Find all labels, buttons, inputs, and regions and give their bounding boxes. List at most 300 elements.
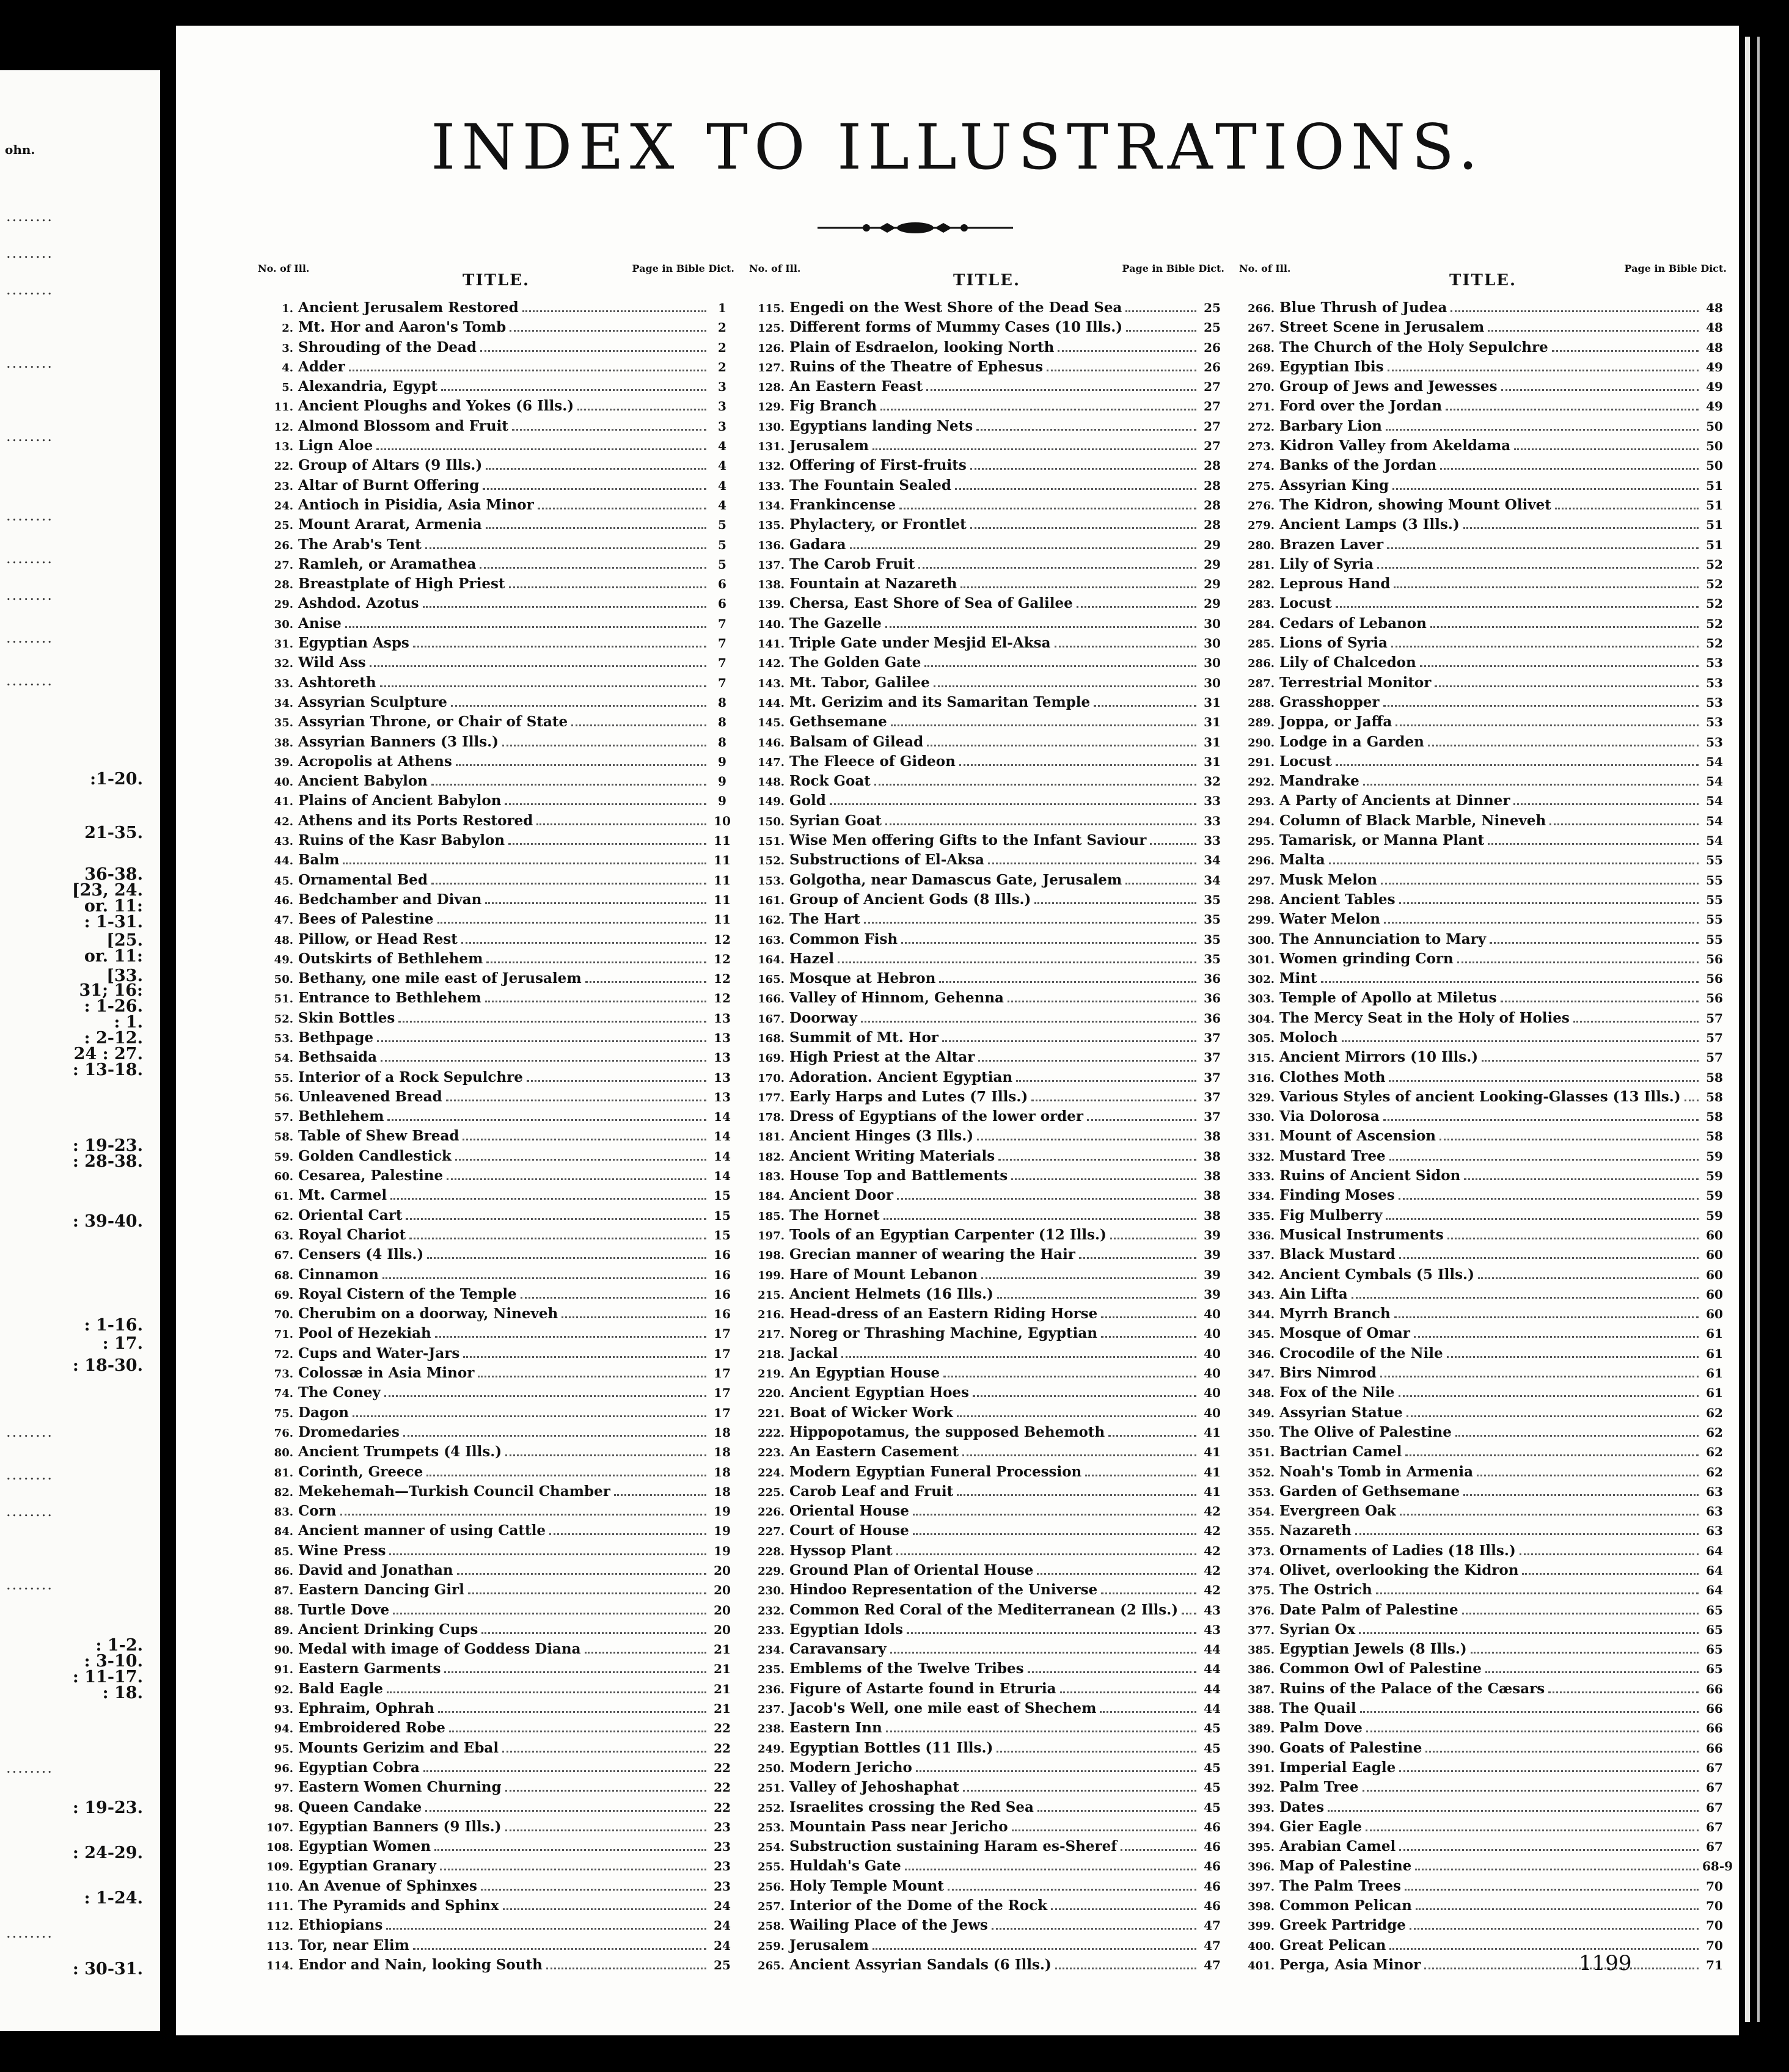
illustration-title: Lily of Syria [1279, 555, 1374, 572]
illustration-title: Chersa, East Shore of Sea of Galilee [789, 595, 1073, 612]
illustration-title: Ancient Babylon [298, 773, 428, 790]
page-reference: 27 [1204, 418, 1221, 434]
illustration-number: 32. [274, 657, 293, 671]
illustration-number: 33. [274, 677, 293, 690]
page-reference: 30 [1204, 655, 1221, 671]
adjacent-page-dot-leader: ........ [6, 1576, 54, 1593]
index-entry [1239, 1817, 1727, 1837]
index-entry [1239, 1068, 1727, 1087]
index-entry [749, 338, 1224, 357]
illustration-title: Egyptian Bottles (11 Ills.) [789, 1739, 993, 1756]
illustration-title: Athens and its Ports Restored [298, 812, 533, 829]
illustration-title: The Hart [789, 911, 860, 928]
illustration-title: Ancient Ploughs and Yokes (6 Ills.) [298, 398, 574, 415]
index-entry [1239, 417, 1727, 436]
page-reference: 16 [714, 1286, 731, 1302]
dot-leader [913, 1533, 1196, 1535]
dot-leader [1410, 1928, 1699, 1930]
illustration-number: 177. [758, 1091, 785, 1104]
illustration-number: 150. [758, 815, 785, 828]
index-entry [1239, 1659, 1727, 1679]
page-reference: 23 [714, 1819, 731, 1834]
illustration-title: Lign Aloe [298, 437, 373, 454]
illustration-title: Ancient Tables [1279, 891, 1396, 908]
dot-leader [1094, 705, 1196, 707]
index-entry [749, 1324, 1224, 1343]
index-entry [749, 1344, 1224, 1363]
adjacent-page-dot-leader: ........ [6, 428, 54, 445]
illustration-title: Huldah's Gate [789, 1858, 901, 1875]
page-reference: 17 [714, 1405, 731, 1420]
header-page-label: Page in Bible Dict. [632, 263, 734, 274]
illustration-number: 110. [266, 1880, 293, 1894]
dot-leader [890, 1652, 1196, 1654]
illustration-number: 44. [274, 855, 293, 868]
illustration-title: Mt. Hor and Aaron's Tomb [298, 319, 507, 336]
page-reference: 16 [714, 1307, 731, 1322]
page-reference: 6 [718, 577, 726, 592]
illustration-title: Various Styles of ancient Looking-Glasses (13 Ills.) [1279, 1088, 1681, 1105]
index-entry [258, 515, 734, 534]
page-reference: 68-9 [1702, 1859, 1733, 1874]
illustration-title: Tamarisk, or Manna Plant [1279, 832, 1485, 849]
index-entry [749, 732, 1224, 752]
illustration-number: 249. [758, 1742, 785, 1756]
index-entry [749, 712, 1224, 732]
illustration-number: 305. [1248, 1032, 1275, 1045]
page-reference: 66 [1706, 1681, 1723, 1696]
illustration-title: Assyrian Sculpture [298, 693, 447, 710]
illustration-number: 398. [1248, 1900, 1275, 1914]
page-reference: 18 [714, 1424, 731, 1440]
index-entry [1239, 673, 1727, 693]
page-reference: 58 [1706, 1070, 1723, 1085]
illustration-number: 109. [266, 1861, 293, 1874]
page-reference: 39 [1204, 1267, 1221, 1282]
illustration-number: 1. [282, 302, 293, 315]
index-entry [258, 1482, 734, 1501]
page-reference: 59 [1706, 1169, 1723, 1184]
page-reference: 36 [1204, 991, 1221, 1006]
page-reference: 67 [1706, 1839, 1723, 1855]
index-entry [258, 1600, 734, 1620]
page-reference: 54 [1706, 813, 1723, 828]
page-reference: 57 [1706, 1050, 1723, 1065]
dot-leader [1125, 310, 1196, 312]
illustration-title: Myrrh Branch [1279, 1305, 1391, 1322]
illustration-number: 3. [282, 341, 293, 355]
dot-leader [505, 1829, 706, 1831]
dot-leader [916, 1770, 1196, 1772]
index-entry [749, 1285, 1224, 1304]
illustration-number: 181. [758, 1131, 785, 1144]
illustration-title: Cinnamon [298, 1266, 379, 1283]
illustration-title: Date Palm of Palestine [1279, 1601, 1458, 1618]
index-entry [749, 1837, 1224, 1856]
page-reference: 41 [1204, 1445, 1221, 1460]
page-reference: 57 [1706, 1030, 1723, 1045]
page-reference: 52 [1706, 577, 1723, 592]
dot-leader [1380, 1376, 1699, 1377]
index-entry [749, 495, 1224, 515]
illustration-title: Ruins of the Theatre of Ephesus [789, 358, 1044, 375]
index-entry [749, 535, 1224, 555]
page-reference: 19 [714, 1543, 731, 1558]
dot-leader [1424, 1968, 1699, 1969]
illustration-number: 346. [1248, 1348, 1275, 1361]
illustration-number: 221. [758, 1407, 785, 1420]
dot-leader [1514, 448, 1699, 450]
dot-leader [438, 1711, 706, 1713]
illustration-number: 45. [274, 874, 293, 888]
page-reference: 39 [1204, 1227, 1221, 1242]
page-reference: 18 [714, 1464, 731, 1479]
dot-leader [1055, 1968, 1196, 1969]
page-reference: 3 [718, 399, 726, 414]
index-entry [749, 988, 1224, 1008]
illustration-number: 47. [274, 914, 293, 927]
page-reference: 13 [714, 1030, 731, 1045]
dot-leader [502, 1751, 706, 1753]
illustration-title: The Hornet [789, 1206, 880, 1224]
adjacent-page-dot-leader: ........ [6, 1503, 54, 1520]
dot-leader [522, 310, 706, 312]
dot-leader [481, 1632, 706, 1634]
dot-leader [1405, 1889, 1699, 1891]
illustration-title: Tor, near Elim [298, 1936, 410, 1953]
header-page-label: Page in Bible Dict. [1624, 263, 1727, 274]
dot-leader [943, 1376, 1196, 1377]
dot-leader [413, 1948, 706, 1950]
index-entry [258, 555, 734, 574]
illustration-title: An Egyptian House [789, 1365, 940, 1382]
illustration-number: 269. [1248, 361, 1275, 374]
index-entry [1239, 1541, 1727, 1561]
adjacent-page-ref: :1-20. [90, 770, 143, 789]
page-reference: 22 [714, 1800, 731, 1815]
page-reference: 52 [1706, 556, 1723, 572]
illustration-number: 293. [1248, 795, 1275, 809]
illustration-number: 233. [758, 1624, 785, 1637]
illustration-number: 98. [274, 1801, 293, 1815]
dot-leader [886, 1731, 1196, 1732]
adjacent-page-dot-leader: ........ [6, 244, 54, 261]
dot-leader [1028, 1671, 1196, 1673]
illustration-number: 301. [1248, 953, 1275, 966]
page-reference: 59 [1706, 1148, 1723, 1164]
illustration-title: Assyrian Throne, or Chair of State [298, 713, 568, 731]
illustration-title: Ancient Egyptian Hoes [789, 1384, 970, 1401]
illustration-title: Bees of Palestine [298, 911, 434, 928]
illustration-title: Wise Men offering Gifts to the Infant Saviour [789, 832, 1147, 849]
dot-leader [376, 448, 706, 450]
index-entry [1239, 1877, 1727, 1896]
index-entry [1239, 574, 1727, 594]
page-reference: 60 [1706, 1286, 1723, 1302]
dot-leader [340, 1514, 707, 1516]
illustration-number: 350. [1248, 1426, 1275, 1440]
index-entry [258, 1225, 734, 1245]
dot-leader [386, 1928, 706, 1930]
index-entry [1239, 1087, 1727, 1107]
illustration-title: Jackal [789, 1344, 838, 1362]
page-reference: 44 [1204, 1701, 1221, 1716]
illustration-number: 216. [758, 1308, 785, 1322]
page-reference: 49 [1706, 359, 1723, 374]
page-reference: 66 [1706, 1701, 1723, 1716]
illustration-title: High Priest at the Altar [789, 1049, 975, 1066]
dot-leader [885, 823, 1196, 825]
index-entry [1239, 318, 1727, 337]
dot-leader [546, 1968, 706, 1969]
illustration-title: The Fountain Sealed [789, 476, 951, 494]
illustration-title: Egyptian Idols [789, 1621, 903, 1638]
index-entry [1239, 1856, 1733, 1876]
index-entry [1239, 1679, 1727, 1699]
dot-leader [885, 626, 1196, 628]
illustration-number: 114. [266, 1959, 293, 1972]
illustration-title: Ancient Writing Materials [789, 1147, 995, 1164]
dot-leader [1366, 1731, 1699, 1732]
page-reference: 59 [1706, 1208, 1723, 1223]
illustration-number: 125. [758, 322, 785, 335]
illustration-number: 149. [758, 795, 785, 809]
index-entry [258, 495, 734, 515]
adjacent-page-fragment [0, 70, 160, 2031]
page-reference: 58 [1706, 1109, 1723, 1125]
dot-leader [455, 1159, 706, 1161]
illustration-number: 22. [274, 460, 293, 473]
illustration-title: Holy Temple Mount [789, 1877, 944, 1894]
dot-leader [387, 1691, 706, 1693]
illustration-title: Terrestrial Monitor [1279, 674, 1432, 691]
illustration-number: 352. [1248, 1466, 1275, 1479]
illustration-number: 237. [758, 1703, 785, 1716]
page-reference: 18 [714, 1445, 731, 1460]
illustration-number: 71. [274, 1328, 293, 1341]
illustration-number: 107. [266, 1821, 293, 1834]
dot-leader [1034, 902, 1196, 904]
adjacent-page-ref: : 1-26. [84, 997, 143, 1016]
page-reference: 20 [714, 1622, 731, 1637]
illustration-number: 253. [758, 1821, 785, 1834]
dot-leader [1552, 350, 1699, 352]
index-entry [1239, 1363, 1727, 1383]
index-entry [1239, 1304, 1727, 1324]
illustration-number: 276. [1248, 499, 1275, 513]
dot-leader [959, 764, 1196, 766]
page-reference: 17 [714, 1346, 731, 1361]
illustration-number: 333. [1248, 1170, 1275, 1184]
page-reference: 21 [714, 1681, 731, 1696]
page-reference: 5 [718, 556, 726, 572]
illustration-title: The Quail [1279, 1700, 1356, 1717]
page-reference: 38 [1204, 1188, 1221, 1203]
page-reference: 63 [1706, 1523, 1723, 1539]
dot-leader [423, 606, 706, 608]
page-reference: 11 [714, 872, 731, 888]
page-reference: 34 [1204, 853, 1221, 868]
index-entry [749, 850, 1224, 870]
illustration-title: Boat of Wicker Work [789, 1404, 953, 1421]
illustration-title: Mt. Tabor, Galilee [789, 674, 930, 691]
dot-leader [1399, 1770, 1699, 1772]
dot-leader [1462, 1613, 1699, 1614]
illustration-title: Medal with image of Goddess Diana [298, 1641, 581, 1658]
dot-leader [1394, 1316, 1699, 1318]
index-entry [1239, 436, 1727, 456]
illustration-number: 164. [758, 953, 785, 966]
dot-leader [384, 1395, 706, 1397]
dot-leader [1447, 1356, 1699, 1358]
page-reference: 66 [1706, 1721, 1723, 1736]
dot-leader [1363, 1790, 1699, 1792]
index-entry [258, 930, 734, 949]
dot-leader [1415, 1869, 1699, 1870]
page-reference: 42 [1204, 1543, 1221, 1558]
page-reference: 42 [1204, 1583, 1221, 1598]
illustration-title: The Fleece of Gideon [789, 753, 956, 770]
illustration-number: 170. [758, 1071, 785, 1085]
illustration-number: 393. [1248, 1801, 1275, 1815]
index-column [258, 264, 734, 1975]
dot-leader [1328, 1810, 1699, 1812]
page-reference: 64 [1706, 1583, 1723, 1598]
illustration-title: Egyptian Ibis [1279, 358, 1384, 375]
illustration-number: 304. [1248, 1012, 1275, 1026]
dot-leader [901, 942, 1196, 944]
illustration-title: Musical Instruments [1279, 1226, 1444, 1243]
dot-leader [880, 409, 1196, 410]
index-entry [1239, 1166, 1727, 1186]
illustration-title: Women grinding Corn [1279, 950, 1454, 967]
illustration-title: Plains of Ancient Babylon [298, 792, 502, 809]
page-reference: 4 [718, 478, 726, 493]
page-reference: 7 [718, 616, 726, 631]
illustration-title: The Arab's Tent [298, 536, 422, 553]
illustration-number: 224. [758, 1466, 785, 1479]
adjacent-page-ref: : 1. [114, 1013, 143, 1032]
illustration-title: Ancient Hinges (3 Ills.) [789, 1128, 974, 1145]
illustration-number: 90. [274, 1644, 293, 1657]
page-reference: 31 [1204, 734, 1221, 750]
illustration-title: Modern Jericho [789, 1759, 912, 1776]
index-entry [1239, 1442, 1727, 1462]
index-entry [1239, 890, 1727, 910]
illustration-number: 349. [1248, 1407, 1275, 1420]
dot-leader [1389, 1080, 1699, 1082]
adjacent-page-ref: : 28-38. [72, 1152, 143, 1171]
dot-leader [1389, 1948, 1699, 1950]
illustration-number: 185. [758, 1209, 785, 1223]
dot-leader [585, 981, 706, 983]
index-entry [749, 1363, 1224, 1383]
adjacent-page-dot-leader: ........ [6, 550, 54, 567]
page-reference: 33 [1204, 833, 1221, 848]
illustration-number: 330. [1248, 1111, 1275, 1125]
dot-leader [1549, 823, 1699, 825]
illustration-number: 235. [758, 1663, 785, 1677]
illustration-title: Royal Cistern of the Temple [298, 1285, 517, 1302]
illustration-title: Black Mustard [1279, 1246, 1396, 1263]
dot-leader [427, 1257, 706, 1259]
illustration-title: Shrouding of the Dead [298, 338, 477, 356]
index-entry [258, 476, 734, 495]
dot-leader [1420, 665, 1699, 667]
page-reference: 56 [1706, 971, 1723, 987]
index-entry [258, 338, 734, 357]
illustration-title: Ancient Jerusalem Restored [298, 299, 519, 316]
index-entry [749, 456, 1224, 475]
index-entry [1239, 969, 1727, 988]
index-entry [749, 870, 1224, 890]
index-entry [749, 930, 1224, 949]
illustration-number: 146. [758, 736, 785, 750]
illustration-title: Malta [1279, 852, 1325, 869]
dot-leader [425, 1810, 706, 1812]
illustration-title: Golden Candlestick [298, 1147, 452, 1164]
dot-leader [1488, 843, 1699, 845]
illustration-number: 395. [1248, 1841, 1275, 1855]
page-reference: 61 [1706, 1346, 1723, 1361]
illustration-number: 143. [758, 677, 785, 690]
page-reference: 40 [1204, 1385, 1221, 1401]
dot-leader [918, 567, 1196, 569]
page-reference: 34 [1204, 872, 1221, 888]
adjacent-page-ref: : 19-23. [72, 1136, 143, 1155]
index-column [1239, 263, 1733, 1975]
illustration-title: Perga, Asia Minor [1279, 1956, 1421, 1973]
page-reference: 29 [1204, 537, 1221, 552]
illustration-number: 396. [1248, 1861, 1275, 1874]
page-reference: 9 [718, 774, 726, 789]
illustration-number: 316. [1248, 1071, 1275, 1085]
illustration-number: 236. [758, 1683, 785, 1696]
index-entry [1239, 1028, 1727, 1048]
illustration-title: Ain Lifta [1279, 1285, 1348, 1302]
page-reference: 52 [1706, 616, 1723, 631]
illustration-number: 220. [758, 1387, 785, 1401]
illustration-number: 259. [758, 1939, 785, 1953]
index-entry [749, 1442, 1224, 1462]
illustration-number: 343. [1248, 1288, 1275, 1302]
illustration-number: 41. [274, 795, 293, 809]
page-reference: 8 [718, 695, 726, 710]
dot-leader [1110, 1238, 1196, 1239]
index-entry [258, 1028, 734, 1048]
index-entry [749, 594, 1224, 613]
dot-leader [1440, 468, 1699, 470]
illustration-title: Street Scene in Jerusalem [1279, 319, 1485, 336]
page-reference: 4 [718, 497, 726, 513]
illustration-title: Ancient Drinking Cups [298, 1621, 478, 1638]
illustration-number: 266. [1248, 302, 1275, 315]
illustration-number: 129. [758, 401, 785, 414]
dot-leader [403, 1435, 706, 1437]
dot-leader [1555, 508, 1699, 509]
index-entry [749, 377, 1224, 396]
illustration-number: 215. [758, 1288, 785, 1302]
illustration-number: 225. [758, 1486, 785, 1499]
illustration-number: 298. [1248, 894, 1275, 907]
illustration-title: The Golden Gate [789, 654, 921, 671]
illustration-title: Hyssop Plant [789, 1542, 893, 1559]
dot-leader [505, 803, 706, 805]
index-entry [749, 752, 1224, 772]
page-reference: 18 [714, 1484, 731, 1499]
illustration-number: 112. [266, 1920, 293, 1933]
illustration-number: 49. [274, 953, 293, 966]
